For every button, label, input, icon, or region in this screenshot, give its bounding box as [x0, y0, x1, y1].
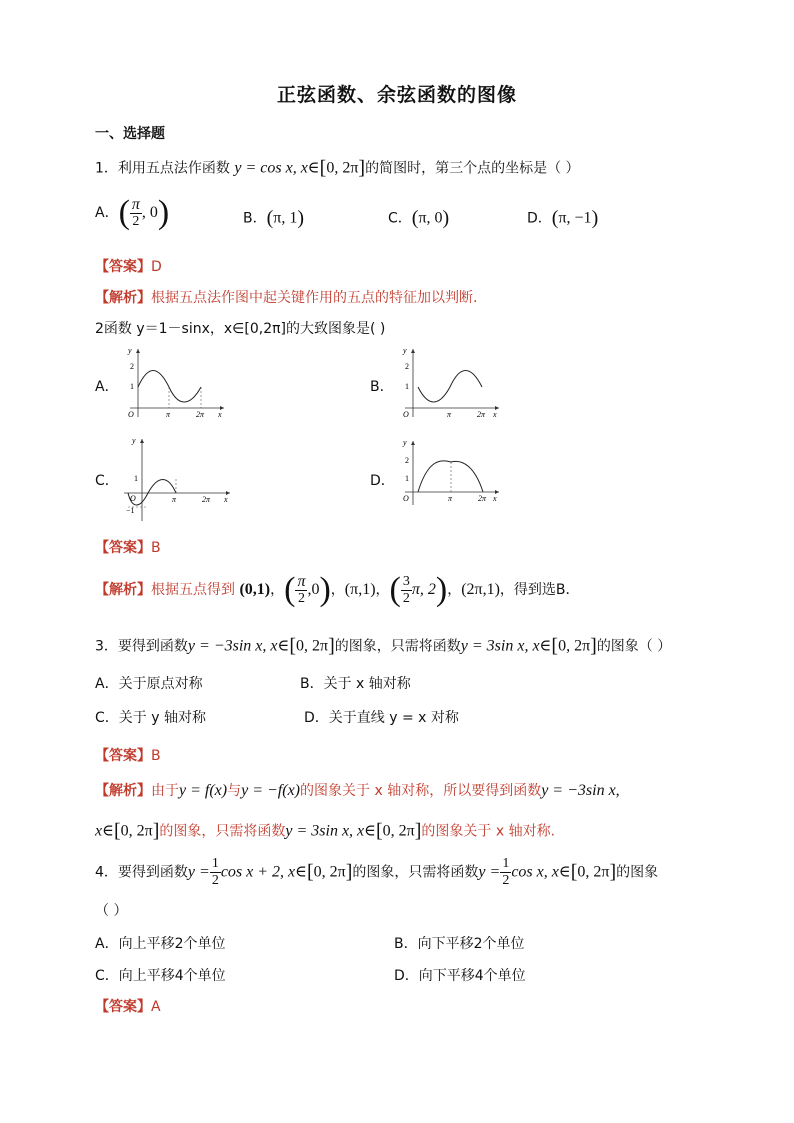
q3-analysis-text: 的图象关于 x 轴对称.: [421, 823, 556, 840]
q3-analysis-tag: 【解析】: [95, 783, 151, 799]
q1-a-den: 2: [132, 213, 140, 229]
q2-answer-tag: 【答案】: [95, 540, 151, 556]
tick-2pi: 2π: [477, 410, 486, 419]
origin-label: O: [403, 410, 409, 419]
q3-analysis-text: 的图象，只需将函数: [159, 823, 286, 840]
origin-label: O: [403, 494, 409, 503]
q1-expr: y = cos x, x∈: [234, 159, 320, 177]
q1-option-b: B．(π, 1): [243, 207, 305, 229]
q2-point-2-den: 2: [297, 590, 305, 606]
q1-option-c: C．(π, 0): [388, 207, 450, 229]
tick-pi: π: [172, 495, 177, 504]
q1-answer: [95, 256, 162, 276]
tick-pi: π: [448, 494, 453, 503]
q4-paren: （ ）: [95, 903, 128, 919]
tick-1: 1: [405, 382, 409, 391]
q3-expr-1: y = −3sin x, x∈: [187, 637, 290, 655]
q1-option-b-label: B．: [243, 210, 267, 227]
y-axis-arrow-icon: [136, 349, 140, 353]
q2-option-d-label: D．: [370, 473, 395, 489]
question-1: 1．利用五点法作函数 y = cos x, x∈[0, 2π]的简图时，第三个点的坐标是（ ）: [95, 157, 580, 179]
q3-expr-2: y = 3sin x, x∈: [460, 637, 552, 655]
q4-frac-den: 2: [211, 873, 219, 888]
q1-option-d: D．(π, −1): [527, 207, 599, 229]
x-label: x: [224, 495, 228, 504]
q2-answer: [95, 537, 161, 557]
q4-frac-den: 2: [502, 873, 510, 888]
q2-option-a-label: A．: [95, 379, 119, 395]
q1-a-rest: , 0: [141, 204, 158, 221]
q4-expr-2: cos x, x∈: [511, 863, 571, 881]
q4-frac-num: 1: [502, 856, 510, 871]
q3-answer: [95, 745, 161, 765]
q4-suffix: 的图象: [616, 864, 659, 881]
q3-suffix: 的图象（ ）: [596, 638, 672, 655]
q3-option-c: C．关于 y 轴对称: [95, 710, 206, 726]
q1-answer-value: D: [151, 259, 162, 275]
q3-analysis-text: 由于: [151, 783, 179, 799]
q3-option-d: D．关于直线 y = x 对称: [304, 710, 459, 726]
q1-analysis-text: 根据五点法作图中起关键作用的五点的特征加以判断.: [151, 290, 478, 306]
q1-option-c-label: C．: [388, 210, 412, 227]
question-2: 2函数 y＝1－sinx，x∈[0,2π]的大致图象是( ): [95, 321, 386, 337]
tick-2pi: 2π: [202, 495, 211, 504]
q1-suffix: 的简图时，第三个点的坐标是（ ）: [365, 160, 580, 177]
q1-interval: 0, 2π: [326, 159, 359, 177]
q2-point-1: (0,1): [239, 581, 271, 598]
curve: [418, 371, 482, 403]
q3-analysis-expr: y = −3sin x,: [541, 782, 620, 799]
q3-mid: 的图象，只需将函数: [334, 638, 461, 655]
y-axis-arrow-icon: [140, 439, 144, 443]
tick-pi: π: [166, 410, 171, 419]
q3-analysis-text: 与: [227, 783, 242, 799]
q3-analysis-line-2: x∈[0, 2π]的图象，只需将函数y = 3sin x, x∈[0, 2π]的图象关于 x 轴对称.: [95, 820, 556, 842]
tick-neg1: −1: [126, 506, 135, 515]
q2-point-2-num: π: [297, 572, 306, 590]
q2-answer-value: B: [151, 540, 161, 556]
page-title: 正弦函数、余弦函数的图像: [276, 84, 517, 106]
q2-point-5: (2π,1): [461, 581, 500, 598]
tick-2: 2: [405, 362, 409, 371]
q4-answer-value: A: [151, 999, 161, 1015]
q4-prefix: 4．要得到函数: [95, 864, 188, 881]
q1-option-a-label: A．: [95, 205, 119, 221]
q4-y: y =: [187, 863, 210, 881]
q1-analysis: [95, 287, 477, 307]
q2-graph-b: [393, 345, 505, 420]
y-axis-arrow-icon: [411, 349, 415, 353]
q2-option-c-label: C．: [95, 473, 119, 489]
q2-analysis-tag: 【解析】: [95, 582, 151, 598]
x-label: x: [493, 410, 497, 419]
tick-1: 1: [134, 474, 138, 483]
q3-interval-1: 0, 2π: [296, 637, 329, 655]
tick-2pi: 2π: [196, 410, 205, 419]
q4-answer-tag: 【答案】: [95, 999, 151, 1015]
q4-interval-2: 0, 2π: [577, 863, 610, 881]
tick-2: 2: [130, 362, 134, 371]
q1-option-d-label: D．: [527, 210, 552, 227]
q4-frac-num: 1: [211, 856, 219, 871]
q3-analysis-interval: 0, 2π: [382, 822, 415, 840]
q2-graph-a: [118, 345, 230, 420]
q2-analysis-suffix: ，得到选B．: [499, 582, 580, 598]
q1-a-num: π: [131, 195, 140, 213]
question-4: 4．要得到函数y = $\frac{1}{2}$ cos x + 2, x∈[0, 2π]的图象，只需将函数y = $\frac{1}{2}$ cos x, x∈[0, 2π]的图象: [95, 856, 659, 888]
q3-analysis-expr: y = f(x): [179, 782, 228, 799]
q2-analysis: 【解析】根据五点得到 (0,1)，( $\frac{\pi}{2}$ ,0)，(π,1)，( $\frac{3}{2}$ π, 2)，(2π,1)，得到选B．: [95, 571, 580, 608]
y-label: y: [403, 346, 407, 355]
q4-option-d: D．向下平移4个单位: [394, 968, 526, 984]
q3-answer-tag: 【答案】: [95, 748, 151, 764]
q3-analysis-interval: 0, 2π: [120, 822, 153, 840]
curve: [138, 371, 201, 403]
q1-option-a: A．( $\frac{\pi}{2}$ , 0): [95, 194, 170, 231]
tick-1: 1: [405, 474, 409, 483]
q1-option-b-value: π, 1: [273, 209, 298, 227]
q3-analysis-expr: y = 3sin x, x∈: [285, 822, 376, 840]
q3-analysis-expr: x∈: [95, 822, 114, 840]
tick-2: 2: [405, 456, 409, 465]
y-label: y: [132, 436, 136, 445]
tick-1: 1: [130, 382, 134, 391]
x-label: x: [218, 410, 222, 419]
q3-interval-2: 0, 2π: [558, 637, 591, 655]
tick-2pi: 2π: [478, 494, 487, 503]
q2-analysis-prefix: 根据五点得到: [151, 582, 235, 598]
q2-option-b-label: B．: [370, 379, 394, 395]
q4-mid: 的图象，只需将函数: [352, 864, 479, 881]
q4-option-c: C．向上平移4个单位: [95, 968, 226, 984]
q2-point-4-rest: π, 2: [411, 581, 436, 598]
q2-point-4-num: 3: [402, 573, 410, 589]
x-label: x: [493, 494, 497, 503]
q4-option-b: B．向下平移2个单位: [394, 936, 525, 952]
q2-graph-d: [393, 437, 505, 512]
q4-y: y =: [478, 863, 501, 881]
section-heading: 一、选择题: [95, 126, 165, 142]
q3-option-b: B．关于 x 轴对称: [300, 676, 411, 692]
q3-analysis-line-1: [95, 780, 620, 800]
curve: [418, 461, 483, 492]
q4-option-a: A．向上平移2个单位: [95, 936, 226, 952]
origin-label: O: [130, 494, 136, 503]
q1-option-c-value: π, 0: [418, 209, 443, 227]
q2-point-2-rest: ,0: [307, 581, 320, 598]
q2-point-3: (π,1): [344, 581, 376, 598]
q1-answer-tag: 【答案】: [95, 259, 151, 275]
y-label: y: [403, 438, 407, 447]
q2-graph-c: [118, 435, 236, 523]
q3-analysis-expr: y = −f(x): [241, 782, 301, 799]
y-label: y: [128, 346, 132, 355]
tick-pi: π: [447, 410, 452, 419]
q4-answer: [95, 996, 161, 1016]
y-axis-arrow-icon: [411, 441, 415, 445]
q4-interval-1: 0, 2π: [313, 863, 346, 881]
question-3: 3．要得到函数y = −3sin x, x∈[0, 2π]的图象，只需将函数y = 3sin x, x∈[0, 2π]的图象（ ）: [95, 635, 672, 657]
q3-answer-value: B: [151, 748, 161, 764]
q3-analysis-text: 的图象关于 x 轴对称，所以要得到函数: [300, 783, 542, 799]
q4-expr-1: cos x + 2, x∈: [220, 863, 307, 881]
q2-point-4-den: 2: [402, 590, 410, 606]
q3-option-a: A．关于原点对称: [95, 676, 203, 692]
q1-option-d-value: π, −1: [558, 209, 592, 227]
q1-analysis-tag: 【解析】: [95, 290, 151, 306]
q1-prefix: 1．利用五点法作函数: [95, 160, 230, 177]
origin-label: O: [128, 410, 134, 419]
q3-prefix: 3．要得到函数: [95, 638, 188, 655]
